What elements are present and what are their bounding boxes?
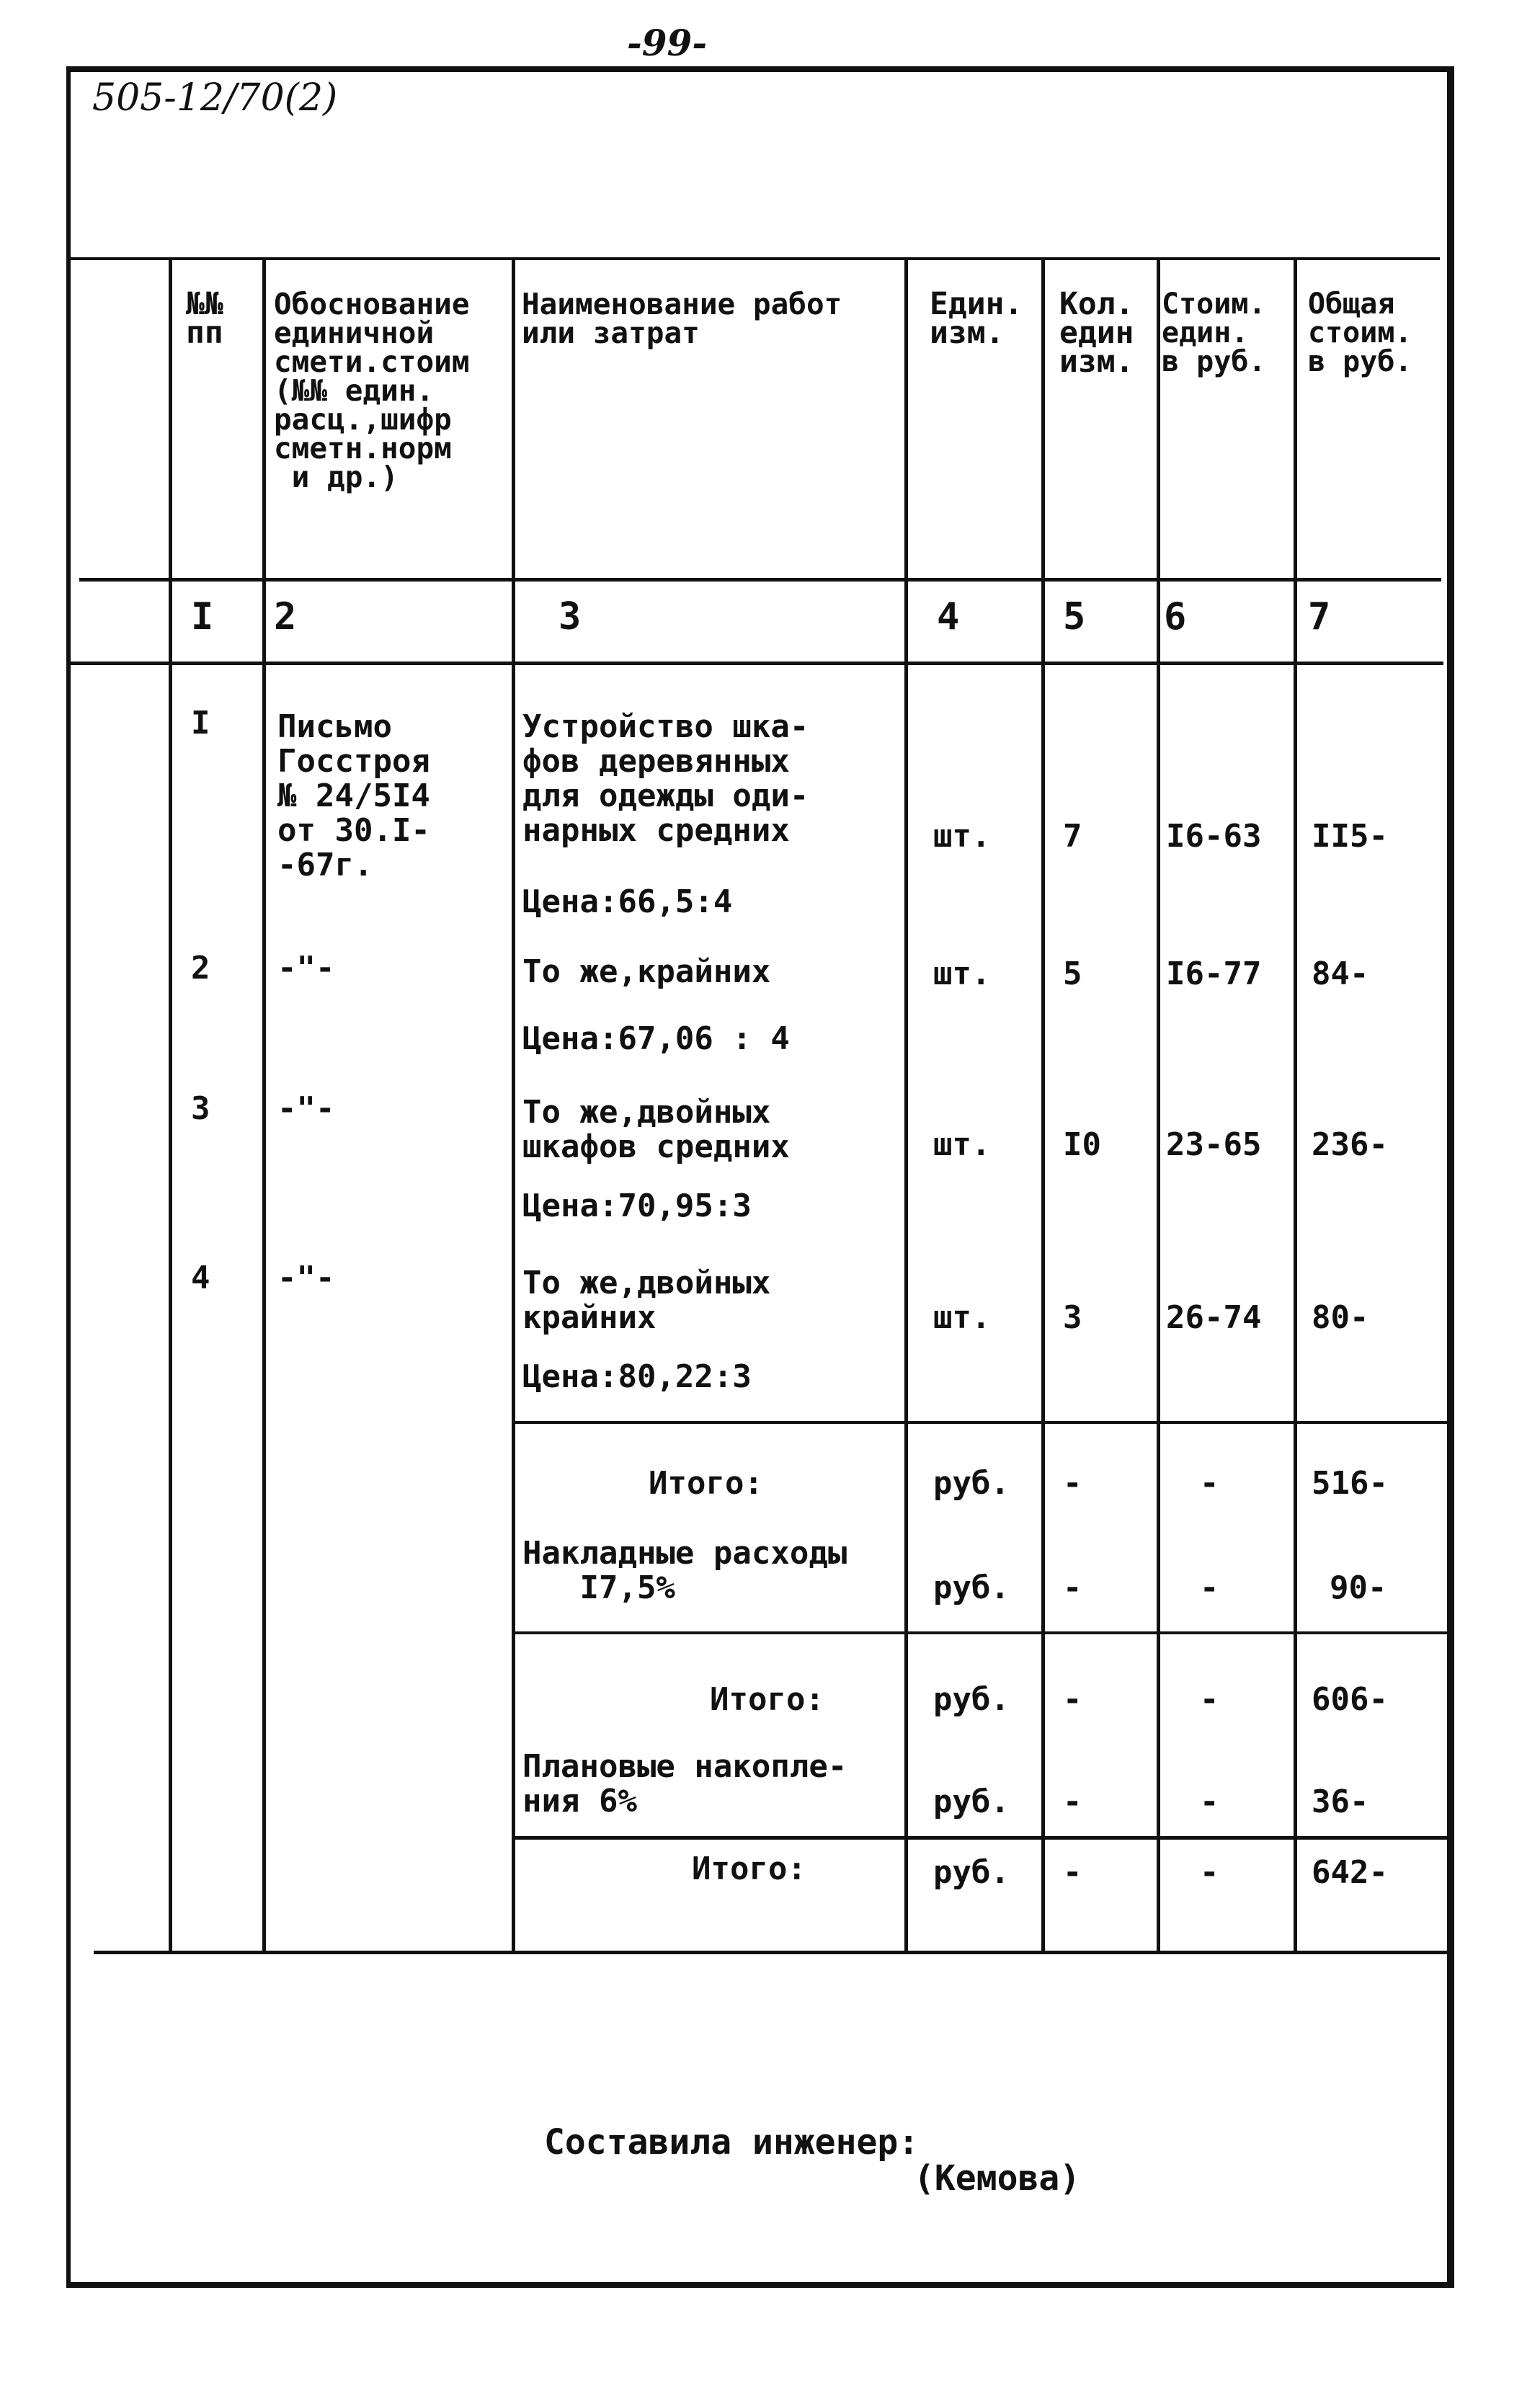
row-total: II5- xyxy=(1312,818,1388,855)
row-work-name: То же,двойных шкафов средних xyxy=(522,1094,790,1165)
row-work-name: Устройство шка- фов деревянных для одежды оди- нарных средних xyxy=(522,708,809,849)
col-rule-2 xyxy=(262,257,266,1954)
subtotal-1-rule xyxy=(512,1421,1448,1424)
subtotal-2-rule xyxy=(512,1631,1448,1634)
col-rule-6 xyxy=(1157,257,1160,1954)
column-numbers-bottom-rule xyxy=(71,662,1443,665)
summary-label: Итого: xyxy=(692,1850,806,1887)
column-number: 6 xyxy=(1164,595,1187,638)
col-rule-4 xyxy=(904,257,908,1954)
header-unit: Един. изм. xyxy=(930,286,1023,351)
row-total: 80- xyxy=(1312,1299,1369,1336)
col-rule-3 xyxy=(512,257,515,1954)
row-total: 84- xyxy=(1312,956,1369,992)
column-number: I xyxy=(191,595,214,638)
summary-label: Плановые накопле- ния 6% xyxy=(522,1748,847,1819)
header-bottom-rule xyxy=(79,578,1441,582)
row-work-name: То же,крайних xyxy=(522,953,771,990)
summary-label: Итого: xyxy=(649,1465,763,1502)
summary-unit: руб. xyxy=(933,1569,1010,1606)
row-unit: шт. xyxy=(933,956,991,992)
column-number: 3 xyxy=(558,595,582,638)
row-unit-cost: 23-65 xyxy=(1166,1126,1262,1163)
header-number: №№ пп xyxy=(186,286,223,351)
row-basis: -"- xyxy=(277,950,335,986)
row-basis: -"- xyxy=(277,1090,335,1127)
summary-total: 642- xyxy=(1312,1854,1388,1891)
row-unit-cost: 26-74 xyxy=(1166,1299,1262,1336)
col-rule-7 xyxy=(1294,257,1297,1954)
row-work-name: То же,двойных крайних xyxy=(522,1265,771,1336)
summary-total: 36- xyxy=(1312,1783,1369,1820)
summary-label: Накладные расходы I7,5% xyxy=(522,1535,847,1606)
row-number: 3 xyxy=(191,1090,210,1127)
summary-label: Итого: xyxy=(710,1681,824,1718)
summary-quantity: - xyxy=(1063,1783,1082,1820)
table-bottom-rule xyxy=(94,1951,1448,1954)
summary-quantity: - xyxy=(1063,1681,1082,1718)
column-number: 7 xyxy=(1308,595,1331,638)
row-price-note: Цена:67,06 : 4 xyxy=(522,1020,790,1057)
summary-unit-cost: - xyxy=(1200,1569,1219,1606)
header-work-name: Наименование работ или затрат xyxy=(522,287,842,350)
summary-unit: руб. xyxy=(933,1854,1010,1891)
row-unit: шт. xyxy=(933,1126,991,1163)
row-number: 4 xyxy=(191,1260,210,1296)
header-quantity: Кол. един изм. xyxy=(1059,286,1134,380)
row-basis: Письмо Госстроя № 24/5I4 от 30.I- -67г. xyxy=(277,708,430,883)
summary-total: 90- xyxy=(1330,1569,1387,1606)
signature-name: (Кемова) xyxy=(914,2158,1081,2199)
row-quantity: 3 xyxy=(1063,1299,1082,1336)
row-unit: шт. xyxy=(933,818,991,855)
summary-unit-cost: - xyxy=(1200,1783,1219,1820)
row-quantity: 7 xyxy=(1063,818,1082,855)
summary-unit-cost: - xyxy=(1200,1854,1219,1891)
summary-total: 606- xyxy=(1312,1681,1388,1718)
subtotal-3-rule xyxy=(512,1836,1448,1840)
row-unit-cost: I6-63 xyxy=(1166,818,1262,855)
header-total-cost: Общая стоим. в руб. xyxy=(1308,288,1412,378)
document-reference: 505-12/70(2) xyxy=(92,76,338,120)
header-unit-cost: Стоим. един. в руб. xyxy=(1162,288,1266,378)
row-number: I xyxy=(191,705,210,741)
column-number: 4 xyxy=(937,595,960,638)
column-number: 5 xyxy=(1063,595,1086,638)
row-basis: -"- xyxy=(277,1260,335,1296)
row-price-note: Цена:70,95:3 xyxy=(522,1188,752,1224)
table-top-rule xyxy=(71,257,1440,260)
summary-unit-cost: - xyxy=(1200,1465,1219,1502)
summary-unit-cost: - xyxy=(1200,1681,1219,1718)
row-quantity: 5 xyxy=(1063,956,1082,992)
summary-quantity: - xyxy=(1063,1569,1082,1606)
row-quantity: I0 xyxy=(1063,1126,1101,1163)
summary-unit: руб. xyxy=(933,1783,1010,1820)
row-price-note: Цена:66,5:4 xyxy=(522,883,733,920)
signature-label: Составила инженер: xyxy=(544,2122,920,2162)
summary-unit: руб. xyxy=(933,1465,1010,1502)
summary-unit: руб. xyxy=(933,1681,1010,1718)
row-number: 2 xyxy=(191,950,210,986)
col-rule-1 xyxy=(169,257,172,1954)
column-number: 2 xyxy=(274,595,297,638)
row-price-note: Цена:80,22:3 xyxy=(522,1358,752,1395)
summary-total: 516- xyxy=(1312,1465,1388,1502)
summary-quantity: - xyxy=(1063,1854,1082,1891)
page-number: -99- xyxy=(627,22,708,64)
row-unit: шт. xyxy=(933,1299,991,1336)
header-basis: Обоснование единичной смети.стоим (№№ един. расц.,шифр сметн.норм и др.) xyxy=(274,287,470,494)
col-rule-5 xyxy=(1041,257,1045,1954)
row-total: 236- xyxy=(1312,1126,1388,1163)
summary-quantity: - xyxy=(1063,1465,1082,1502)
row-unit-cost: I6-77 xyxy=(1166,956,1262,992)
